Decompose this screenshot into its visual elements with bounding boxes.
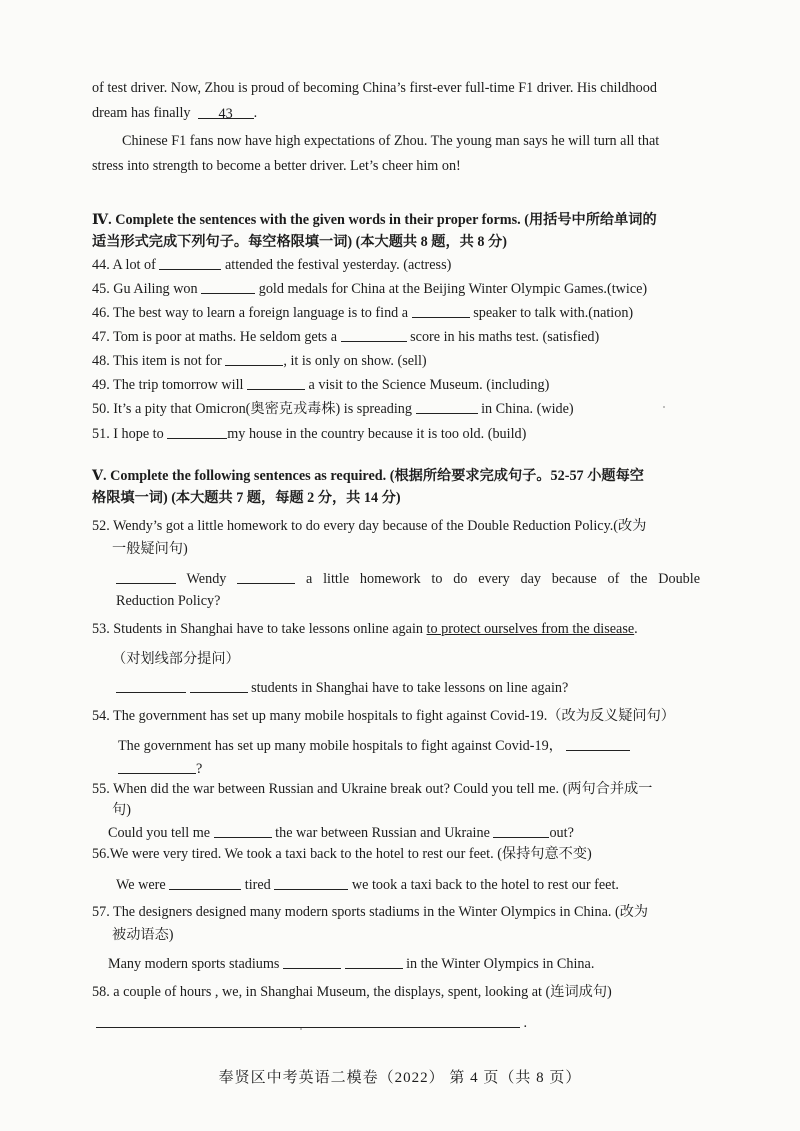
question-48: 48. This item is not for , it is only on show. (sell) — [92, 353, 427, 369]
question-45: 45. Gu Ailing won gold medals for China at the Beijing Winter Olympic Games.(twice) — [92, 281, 648, 297]
answer-blank-57b[interactable] — [345, 954, 403, 969]
scan-speck — [300, 1028, 302, 1030]
question-56-answer-line: We were tired we took a taxi back to the hotel to rest our feet. — [116, 877, 619, 893]
question-52-answer-line: Wendy a little homework to do every day because of the Double — [116, 568, 700, 589]
answer-blank-46[interactable] — [412, 303, 470, 318]
question-55-instruction: 句) — [112, 802, 131, 818]
question-52-instruction: 一般疑问句) — [112, 541, 188, 557]
answer-blank-43[interactable]: 43 — [198, 104, 254, 119]
question-49: 49. The trip tomorrow will a visit to the Science Museum. (including) — [92, 377, 550, 393]
question-54-answer-line: The government has set up many mobile hospitals to fight against Covid-19， — [118, 735, 708, 756]
answer-blank-44[interactable] — [159, 255, 221, 270]
answer-blank-48[interactable] — [225, 351, 283, 366]
question-47: 47. Tom is poor at maths. He seldom gets a score in his maths test. (satisfied) — [92, 329, 600, 345]
section-5-title: Ⅴ. Complete the following sentences as required. (根据所给要求完成句子。52-57 小题每空 — [92, 468, 644, 484]
question-55-answer-line: Could you tell me the war between Russian and Ukraine out? — [108, 825, 574, 841]
question-54: 54. The government has set up many mobile hospitals to fight against Covid-19.（改为反义疑问句） — [92, 708, 675, 724]
question-53: 53. Students in Shanghai have to take lessons online again to protect ourselves from the disease. — [92, 621, 638, 637]
answer-blank-57a[interactable] — [283, 954, 341, 969]
answer-blank-47[interactable] — [341, 327, 407, 342]
answer-blank-56b[interactable] — [274, 875, 348, 890]
question-56: 56.We were very tired. We took a taxi back to the hotel to rest our feet. (保持句意不变) — [92, 846, 592, 862]
section-4-title-line-2: 适当形式完成下列句子。每空格限填一词) (本大题共 8 题，共 8 分) — [92, 234, 507, 250]
answer-blank-52b[interactable] — [237, 569, 295, 584]
section-4-title: Ⅳ. Complete the sentences with the given words in their proper forms. (用括号中所给单词的 — [92, 212, 657, 228]
question-52-answer-line-2: Reduction Policy? — [116, 593, 221, 609]
answer-blank-55b[interactable] — [493, 823, 549, 838]
section-5-title-line-2: 格限填一词) (本大题共 7 题，每题 2 分，共 14 分) — [92, 490, 401, 506]
answer-blank-55a[interactable] — [214, 823, 272, 838]
answer-blank-53a[interactable] — [116, 678, 186, 693]
passage-line-2: dream has finally 43 . — [92, 105, 258, 122]
question-44: 44. A lot of attended the festival yesterday. (actress) — [92, 257, 452, 273]
question-55: 55. When did the war between Russian and Ukraine break out? Could you tell me. (两句合并成一 — [92, 781, 653, 797]
answer-blank-56a[interactable] — [169, 875, 241, 890]
question-57-instruction: 被动语态) — [112, 927, 174, 943]
answer-blank-45[interactable] — [201, 279, 255, 294]
answer-blank-50[interactable] — [416, 399, 478, 414]
question-58: 58. a couple of hours , we, in Shanghai Museum, the displays, spent, looking at (连词成句) — [92, 984, 612, 1000]
question-57: 57. The designers designed many modern sports stadiums in the Winter Olympics in China. (改为 — [92, 904, 649, 920]
question-46: 46. The best way to learn a foreign language is to find a speaker to talk with.(nation) — [92, 305, 634, 321]
page-footer: 奉贤区中考英语二模卷（2022） 第 4 页（共 8 页） — [218, 1070, 582, 1086]
question-52: 52. Wendy’s got a little homework to do every day because of the Double Reduction Policy.(改为 — [92, 518, 647, 534]
question-58-answer-line: . — [96, 1012, 708, 1033]
question-53-answer-line: students in Shanghai have to take lessons on line again? — [116, 677, 708, 698]
passage-paragraph-2-line-1: Chinese F1 fans now have high expectations of Zhou. The young man says he will turn all that — [122, 133, 660, 149]
answer-blank-51[interactable] — [167, 424, 227, 439]
answer-blank-49[interactable] — [247, 375, 305, 390]
question-50: 50. It’s a pity that Omicron(奥密克戎毒株) is spreading in China. (wide) — [92, 401, 574, 417]
question-53-instruction: （对划线部分提问） — [112, 651, 240, 667]
question-51: 51. I hope to my house in the country because it is too old. (build) — [92, 426, 527, 442]
passage-paragraph-2-line-2: stress into strength to become a better driver. Let’s cheer him on! — [92, 158, 461, 174]
passage-line-1: of test driver. Now, Zhou is proud of becoming China’s first-ever full-time F1 driver. His childhood — [92, 80, 657, 96]
underlined-part: to protect ourselves from the disease — [426, 621, 635, 637]
answer-blank-54a[interactable] — [566, 736, 630, 751]
answer-blank-53b[interactable] — [190, 678, 248, 693]
answer-blank-54b[interactable] — [118, 759, 196, 774]
scan-speck — [663, 406, 665, 408]
answer-blank-58[interactable] — [96, 1013, 520, 1028]
question-57-answer-line: Many modern sports stadiums in the Winter Olympics in China. — [108, 956, 595, 972]
answer-blank-52a[interactable] — [116, 569, 176, 584]
question-54-answer-line-2: ? — [118, 758, 708, 779]
